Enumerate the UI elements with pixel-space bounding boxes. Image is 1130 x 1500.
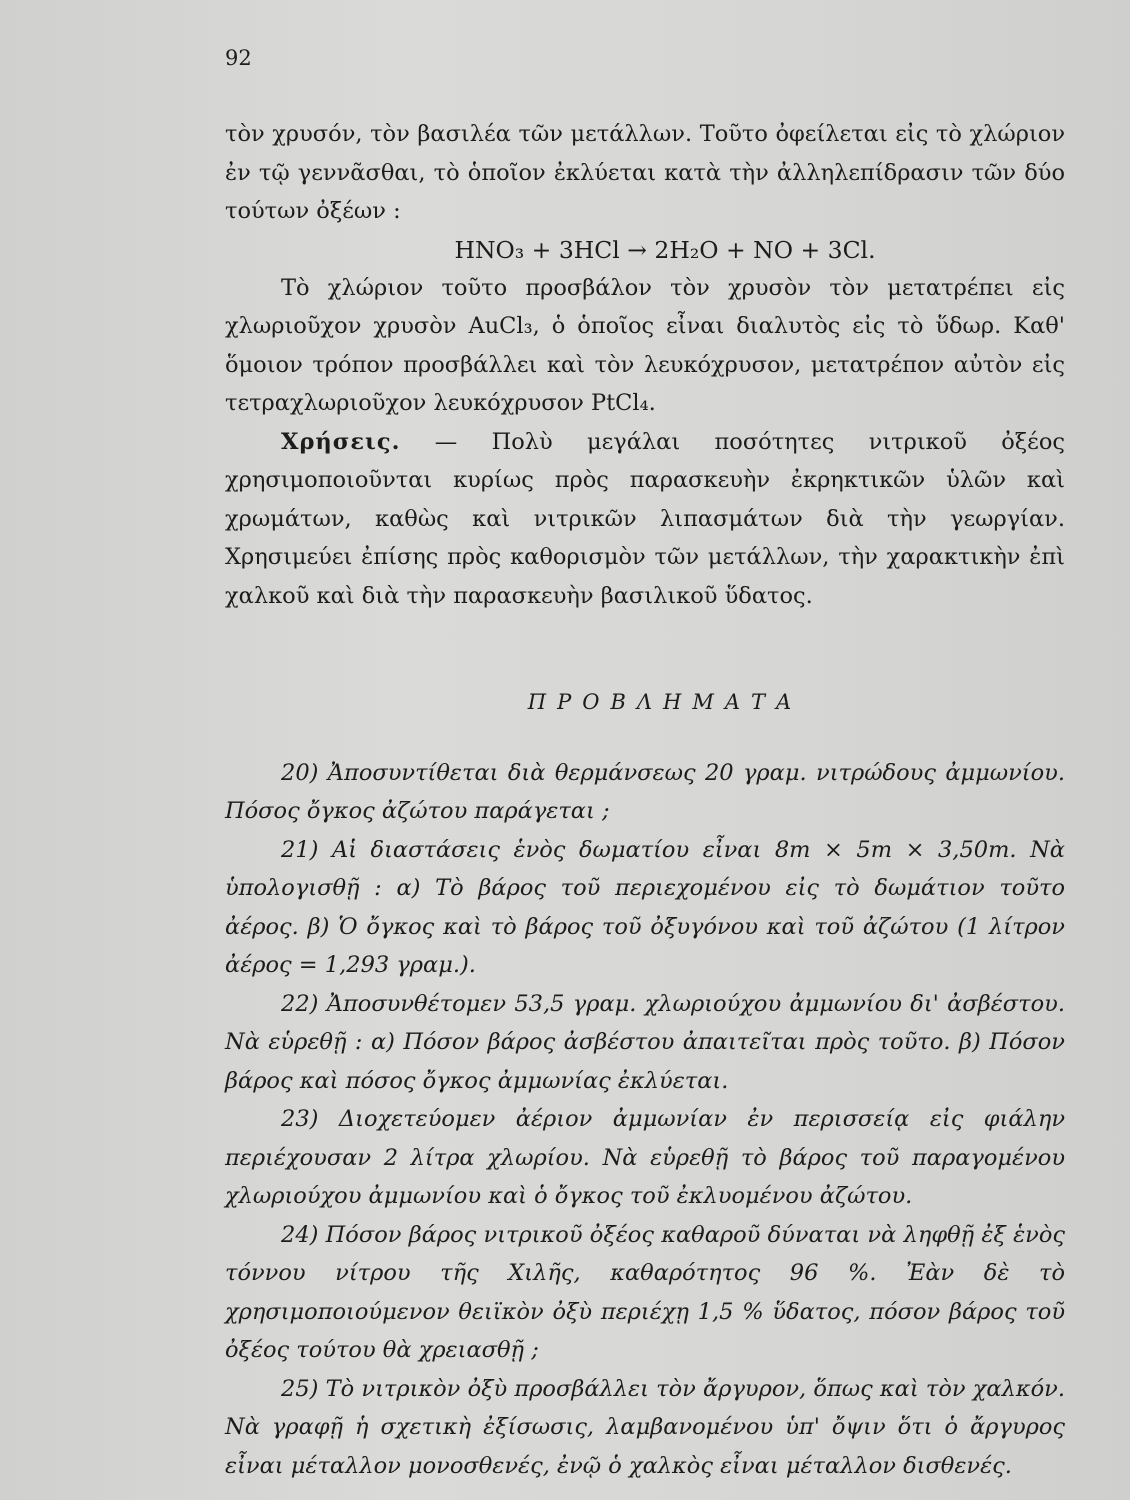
- chemical-equation: HNO₃ + 3HCl → 2H₂O + NO + 3Cl.: [454, 235, 876, 264]
- problem-item: 25) Τὸ νιτρικὸν ὀξὺ προσβάλλει τὸν ἄργυρον, ὅπως καὶ τὸν χαλκόν. Νὰ γραφῇ ἡ σχετικὴ ἐξίσωσις, λαμβανομένου ὑπ' ὄψιν ὅτι ὁ ἄργυρος εἶναι μέταλλον μονοσθενές, ἐνῷ ὁ χαλκὸς εἶναι μέταλλον δισθενές.: [225, 1375, 1065, 1479]
- problem-item: 22) Ἀποσυνθέτομεν 53,5 γραμ. χλωριούχου ἀμμωνίου δι' ἀσβέστου. Νὰ εὑρεθῇ : α) Πόσον βάρος ἀσβέστου ἀπαιτεῖται πρὸς τοῦτο. β) Πόσον βάρος καὶ πόσος ὄγκος ἀμμωνίας ἐκλύεται.: [225, 990, 1065, 1094]
- problem-item: 21) Αἱ διαστάσεις ἑνὸς δωματίου εἶναι 8m × 5m × 3,50m. Νὰ ὑπολογισθῇ : α) Τὸ βάρος τοῦ περιεχομένου εἰς τὸ δωμάτιον τοῦτο ἀέρος. β) Ὁ ὄγκος καὶ τὸ βάρος τοῦ ὀξυγόνου καὶ τοῦ ἀζώτου (1 λίτρον ἀέρος = 1,293 γραμ.).: [225, 836, 1065, 978]
- problem-item: 23) Διοχετεύομεν ἀέριον ἀμμωνίαν ἐν περισσείᾳ εἰς φιάλην περιέχουσαν 2 λίτρα χλωρίου. Νὰ εὑρεθῇ τὸ βάρος τοῦ παραγομένου χλωριούχου ἀμμωνίου καὶ ὁ ὄγκος τοῦ ἐκλυομένου ἀζώτου.: [225, 1106, 1065, 1209]
- page-number: 92: [225, 46, 252, 70]
- problem-item: 24) Πόσον βάρος νιτρικοῦ ὀξέος καθαροῦ δύναται νὰ ληφθῇ ἐξ ἑνὸς τόννου νίτρου τῆς Χιλῆς, καθαρότητος 96 %. Ἐὰν δὲ τὸ χρησιμοποιούμενον θειϊκὸν ὀξὺ περιέχῃ 1,5 % ὕδατος, πόσον βάρος τοῦ ὀξέος τούτου θὰ χρειασθῇ ;: [225, 1221, 1065, 1363]
- uses-paragraph: [225, 423, 1065, 616]
- intro-paragraph: τὸν χρυσόν, τὸν βασιλέα τῶν μετάλλων. Τοῦτο ὀφείλεται εἰς τὸ χλώριον ἐν τῷ γεννᾶσθαι, τὸ ὁποῖον ἐκλύεται κατὰ τὴν ἀλληλεπίδρασιν τῶν δύο τούτων ὀξέων :: [225, 121, 1065, 224]
- problems-title: ΠΡΟΒΛΗΜΑΤΑ: [527, 690, 803, 714]
- chlorine-paragraph: Τὸ χλώριον τοῦτο προσβάλον τὸν χρυσὸν τὸν μετατρέπει εἰς χλωριοῦχον χρυσὸν AuCl₃, ὁ ὁποῖος εἶναι διαλυτὸς εἰς τὸ ὕδωρ. Καθ' ὅμοιον τρόπον προσβάλλει καὶ τὸν λευκόχρυσον, μετατρέπον αὐτὸν εἰς τετραχλωριοῦχον λευκόχρυσον PtCl₄.: [225, 274, 1065, 416]
- uses-text: — Πολὺ μεγάλαι ποσότητες νιτρικοῦ ὀξέος χρησιμοποιοῦνται κυρίως πρὸς παρασκευὴν ἐκρηκτικῶν ὑλῶν καὶ χρωμάτων, καθὼς καὶ νιτρικῶν λιπασμάτων διὰ τὴν γεωργίαν. Χρησιμεύει ἐπίσης πρὸς καθορισμὸν τῶν μετάλλων, τὴν χαρακτικὴν ἐπὶ χαλκοῦ καὶ διὰ τὴν παρασκευὴν βασιλικοῦ ὕδατος.: [225, 428, 1065, 609]
- uses-heading: Χρήσεις.: [281, 428, 401, 455]
- page-body: [225, 115, 1065, 1485]
- problem-item: 20) Ἀποσυντίθεται διὰ θερμάνσεως 20 γραμ. νιτρώδους ἀμμωνίου. Πόσος ὄγκος ἀζώτου παράγεται ;: [225, 759, 1065, 824]
